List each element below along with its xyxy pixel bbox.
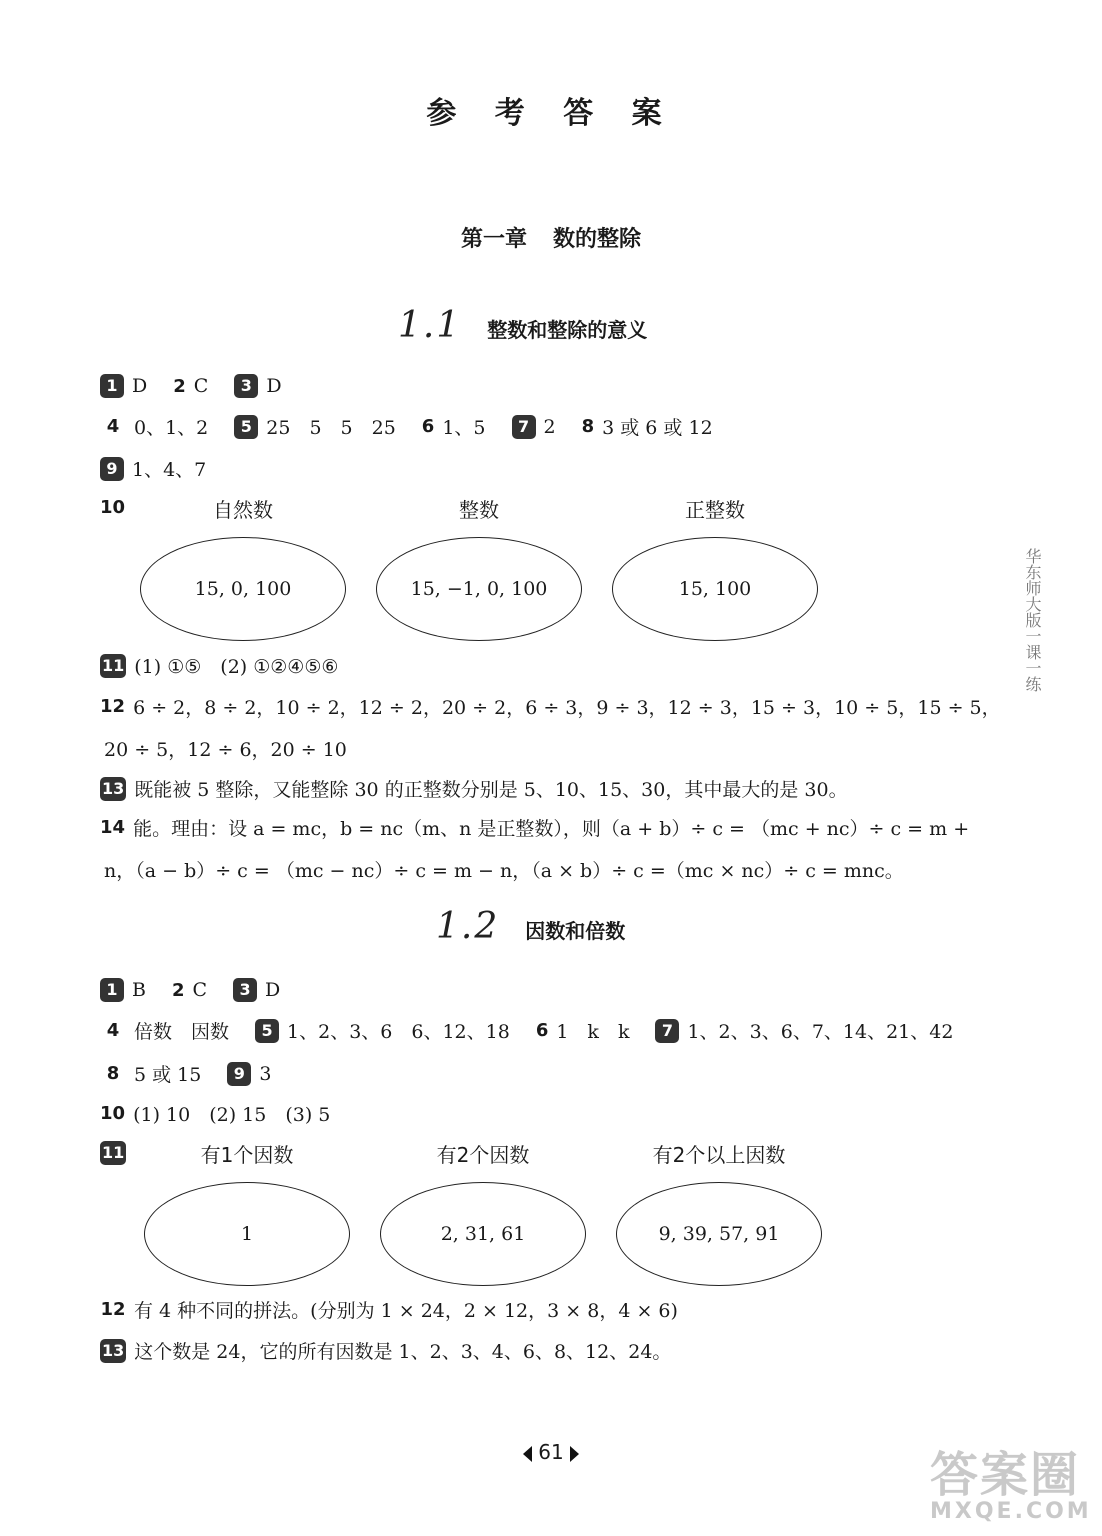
triangle-left-icon — [523, 1446, 532, 1462]
set-ellipse — [612, 537, 818, 641]
answer-row — [100, 455, 232, 482]
set-diagram-natural — [140, 494, 346, 641]
watermark-line2: MXQE.COM — [930, 1499, 1092, 1524]
answer-row — [100, 978, 306, 1002]
set-diagram-more-factors — [616, 1139, 822, 1286]
set-ellipse — [140, 537, 346, 641]
answer-row — [100, 775, 848, 802]
chapter-number: 第一章 — [460, 227, 527, 252]
answer-text: D — [266, 375, 282, 397]
question-badge: 11 — [100, 654, 126, 678]
answer-text: 1、5 — [442, 417, 486, 439]
answer-text: C — [193, 375, 209, 397]
page-title: 参 考 答 案 — [426, 96, 676, 131]
question-badge: 3 — [234, 374, 258, 398]
question-number: 8 — [581, 416, 595, 437]
question-number: 12 — [100, 1299, 126, 1320]
answer-text: 1、2、3、6 6、12、18 — [287, 1021, 510, 1043]
answer-text: 5 或 15 — [134, 1064, 202, 1086]
set-content: 9, 39, 57, 91 — [658, 1223, 780, 1245]
section-heading-1-2 — [436, 906, 625, 947]
answer-text: D — [132, 375, 148, 397]
answer-row — [100, 1141, 134, 1165]
question-badge: 9 — [227, 1062, 251, 1086]
answer-text: B — [132, 979, 146, 1001]
set-ellipse — [380, 1182, 586, 1286]
answer-text: 25 5 5 25 — [266, 417, 396, 439]
set-ellipse — [144, 1182, 350, 1286]
set-content: 2, 31, 61 — [440, 1223, 526, 1245]
question-badge: 11 — [100, 1141, 126, 1165]
section-number: 1.2 — [436, 906, 500, 947]
set-content: 15, 100 — [678, 578, 752, 600]
question-badge: 3 — [233, 978, 257, 1002]
section-name: 整数和整除的意义 — [487, 318, 648, 342]
answer-continuation: 20 ÷ 5，12 ÷ 6，20 ÷ 10 — [104, 739, 347, 761]
set-content: 1 — [240, 1223, 254, 1245]
answer-text: D — [265, 979, 281, 1001]
question-badge: 5 — [234, 415, 258, 439]
question-badge: 1 — [100, 374, 124, 398]
set-label: 自然数 — [213, 498, 273, 522]
answer-text: 6 ÷ 2，8 ÷ 2，10 ÷ 2，12 ÷ 2，20 ÷ 2，6 ÷ 3，9 ÷ 3，12 ÷ 3，15 ÷ 3，10 ÷ 5，15 ÷ 5， — [133, 697, 1001, 719]
triangle-right-icon — [570, 1446, 579, 1462]
answer-row — [100, 1337, 671, 1364]
answer-row — [100, 1100, 356, 1127]
set-label: 有1个因数 — [200, 1143, 294, 1167]
question-number: 10 — [100, 497, 126, 518]
answer-text: C — [192, 979, 208, 1001]
question-number: 6 — [421, 416, 435, 437]
watermark-line1: 答案圈 — [930, 1447, 1081, 1503]
question-number: 8 — [106, 1063, 120, 1084]
answer-text: 1、2、3、6、7、14、21、42 — [687, 1021, 954, 1043]
question-badge: 13 — [100, 1339, 126, 1363]
question-badge: 7 — [655, 1019, 679, 1043]
answer-text: 3 — [259, 1062, 272, 1085]
set-label: 有2个以上因数 — [652, 1143, 786, 1167]
answer-continuation: n，（a − b）÷ c = （mc − nc）÷ c = m − n，（a × b）÷ c =（mc × nc）÷ c = mnc。 — [104, 860, 904, 882]
set-ellipse — [616, 1182, 822, 1286]
set-diagram-integer — [376, 494, 582, 641]
question-number: 2 — [173, 375, 186, 397]
answer-text: (1) 10 (2) 15 (3) 5 — [133, 1104, 331, 1126]
question-number: 4 — [106, 1020, 120, 1041]
answer-text: 2 — [543, 415, 556, 438]
answer-text: 有 4 种不同的拼法。(分别为 1 × 24，2 × 12，3 × 8，4 × 6) — [134, 1300, 678, 1322]
answer-text: 0、1、2 — [134, 417, 209, 439]
answer-row — [100, 652, 364, 679]
answer-text: 这个数是 24，它的所有因数是 1、2、3、4、6、8、12、24。 — [134, 1341, 672, 1363]
question-badge: 1 — [100, 978, 124, 1002]
question-number: 6 — [535, 1020, 549, 1041]
answer-text: (1) ①⑤ (2) ①②④⑤⑥ — [134, 656, 339, 678]
section-name: 因数和倍数 — [525, 919, 626, 943]
answer-row — [100, 374, 308, 398]
question-number: 10 — [100, 1103, 126, 1124]
answer-text: 3 或 6 或 12 — [602, 417, 713, 439]
section-heading-1-1 — [398, 305, 647, 346]
answer-text: 能。理由：设 a = mc，b = nc（m、n 是正整数），则（a + b）÷ c = （mc + nc）÷ c = m + — [133, 818, 970, 840]
set-label: 正整数 — [685, 498, 745, 522]
chapter-heading — [0, 222, 1102, 253]
answer-row — [100, 814, 969, 841]
answer-row — [100, 413, 739, 440]
answer-text: 1、4、7 — [132, 459, 207, 481]
set-diagram-two-factors — [380, 1139, 586, 1286]
question-number: 4 — [106, 416, 120, 437]
set-content: 15, 0, 100 — [194, 578, 292, 600]
watermark-logo — [930, 1436, 1090, 1528]
page-number-text: 61 — [538, 1440, 564, 1464]
answer-row — [100, 1017, 979, 1044]
answer-row — [100, 497, 133, 518]
side-tab: 华东师大版一课一练 — [1023, 548, 1042, 692]
answer-row — [100, 1296, 678, 1323]
answer-text: 1 k k — [556, 1021, 630, 1043]
answer-row — [100, 693, 1001, 720]
chapter-name: 数的整除 — [553, 227, 642, 252]
answer-text: 既能被 5 整除，又能整除 30 的正整数分别是 5、10、15、30，其中最大的是 30。 — [134, 779, 848, 801]
set-diagram-one-factor — [144, 1139, 350, 1286]
set-content: 15, −1, 0, 100 — [410, 578, 548, 600]
set-label: 有2个因数 — [436, 1143, 530, 1167]
question-badge: 5 — [255, 1019, 279, 1043]
question-number: 2 — [171, 979, 185, 1001]
question-badge: 7 — [512, 415, 536, 439]
answer-text: 倍数 因数 — [134, 1021, 230, 1043]
set-diagram-positive-integer — [612, 494, 818, 641]
set-ellipse — [376, 537, 582, 641]
question-number: 12 — [100, 696, 126, 717]
set-label: 整数 — [459, 498, 499, 522]
question-badge: 13 — [100, 777, 126, 801]
answer-row — [100, 1060, 297, 1087]
question-number: 14 — [100, 817, 126, 838]
question-badge: 9 — [100, 457, 124, 481]
section-number: 1.1 — [398, 305, 462, 346]
